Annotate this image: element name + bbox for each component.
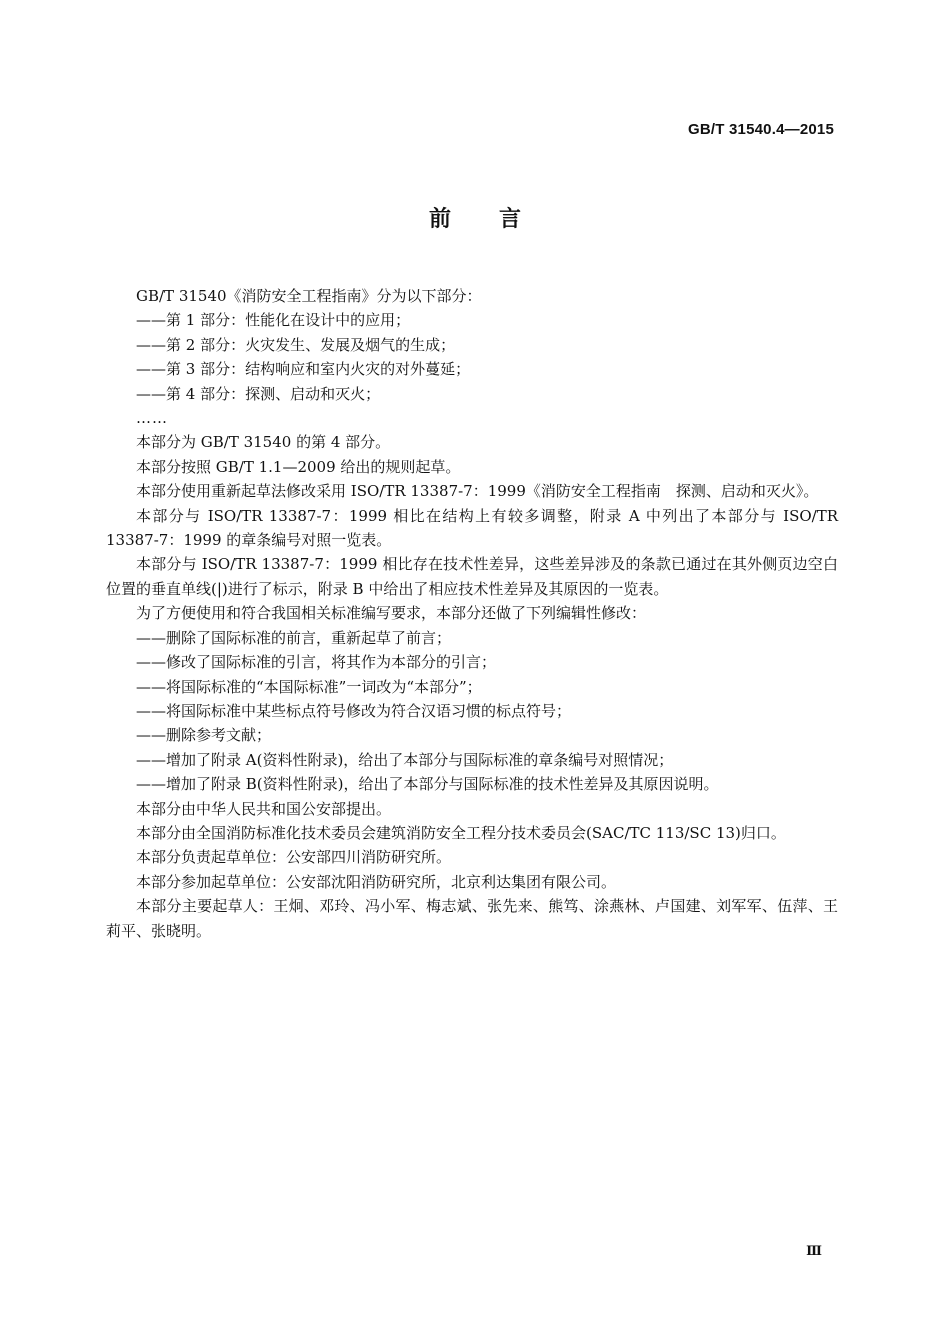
paragraph-intro: GB/T 31540《消防安全工程指南》分为以下部分： xyxy=(136,287,482,305)
list-item-edit-2: ——修改了国际标准的引言，将其作为本部分的引言； xyxy=(136,653,497,672)
list-item-edit-4: ——将国际标准中某些标点符号修改为符合汉语习惯的标点符号； xyxy=(136,701,572,720)
paragraph-editorial-intro: 为了方便使用和符合我国相关标准编写要求，本部分还做了下列编辑性修改： xyxy=(136,604,647,623)
ellipsis: …… xyxy=(136,409,168,428)
list-item-part-2: ——第 2 部分：火灾发生、发展及烟气的生成； xyxy=(136,335,456,354)
page-title: 前言 xyxy=(428,207,569,232)
paragraph-administrator: 本部分由全国消防标准化技术委员会建筑消防安全工程分技术委员会(SAC/TC 113/SC 13)归口。 xyxy=(136,823,786,842)
paragraph-lead-drafter: 本部分负责起草单位：公安部四川消防研究所。 xyxy=(136,848,452,867)
paragraph-main-authors: 本部分主要起草人：王炯、邓玲、冯小军、梅志斌、张先来、熊笃、涂燕林、卢国建、刘军军、伍萍、王莉平、张晓明。 xyxy=(106,897,838,940)
paragraph-technical-differences: 本部分与 ISO/TR 13387-7：1999 相比存在技术性差异，这些差异涉及的条款已通过在其外侧页边空白位置的垂直单线(|)进行了标示，附录 B 中给出了相应技术性差异及其原因的一览表。 xyxy=(106,555,838,598)
paragraph-drafting-rules: 本部分按照 GB/T 1.1—2009 给出的规则起草。 xyxy=(136,457,461,476)
list-item-edit-7: ——增加了附录 B(资料性附录)，给出了本部分与国际标准的技术性差异及其原因说明。 xyxy=(136,775,719,794)
list-item-part-4: ——第 4 部分：探测、启动和灭火； xyxy=(136,384,381,403)
list-item-edit-5: ——删除参考文献； xyxy=(136,726,272,745)
page-number: Ⅲ xyxy=(806,1244,822,1259)
paragraph-adoption: 本部分使用重新起草法修改采用 ISO/TR 13387-7：1999《消防安全工程指南 探测、启动和灭火》。 xyxy=(136,482,819,501)
paragraph-part-statement: 本部分为 GB/T 31540 的第 4 部分。 xyxy=(136,433,391,452)
paragraph-structure-changes: 本部分与 ISO/TR 13387-7：1999 相比在结构上有较多调整，附录 A 中列出了本部分与 ISO/TR 13387-7：1999 的章条编号对照一览表。 xyxy=(106,506,838,550)
list-item-part-1: ——第 1 部分：性能化在设计中的应用； xyxy=(136,311,411,330)
list-item-edit-1: ——删除了国际标准的前言，重新起草了前言； xyxy=(136,628,452,647)
list-item-edit-3: ——将国际标准的“本国际标准”一词改为“本部分”； xyxy=(136,677,482,696)
list-item-edit-6: ——增加了附录 A(资料性附录)，给出了本部分与国际标准的章条编号对照情况； xyxy=(136,750,674,769)
paragraph-participating-drafters: 本部分参加起草单位：公安部沈阳消防研究所，北京利达集团有限公司。 xyxy=(136,872,617,891)
paragraph-proposer: 本部分由中华人民共和国公安部提出。 xyxy=(136,799,392,818)
standard-number: GB/T 31540.4—2015 xyxy=(688,121,834,138)
preface-body xyxy=(106,284,838,943)
list-item-part-3: ——第 3 部分：结构响应和室内火灾的对外蔓延； xyxy=(136,360,471,379)
